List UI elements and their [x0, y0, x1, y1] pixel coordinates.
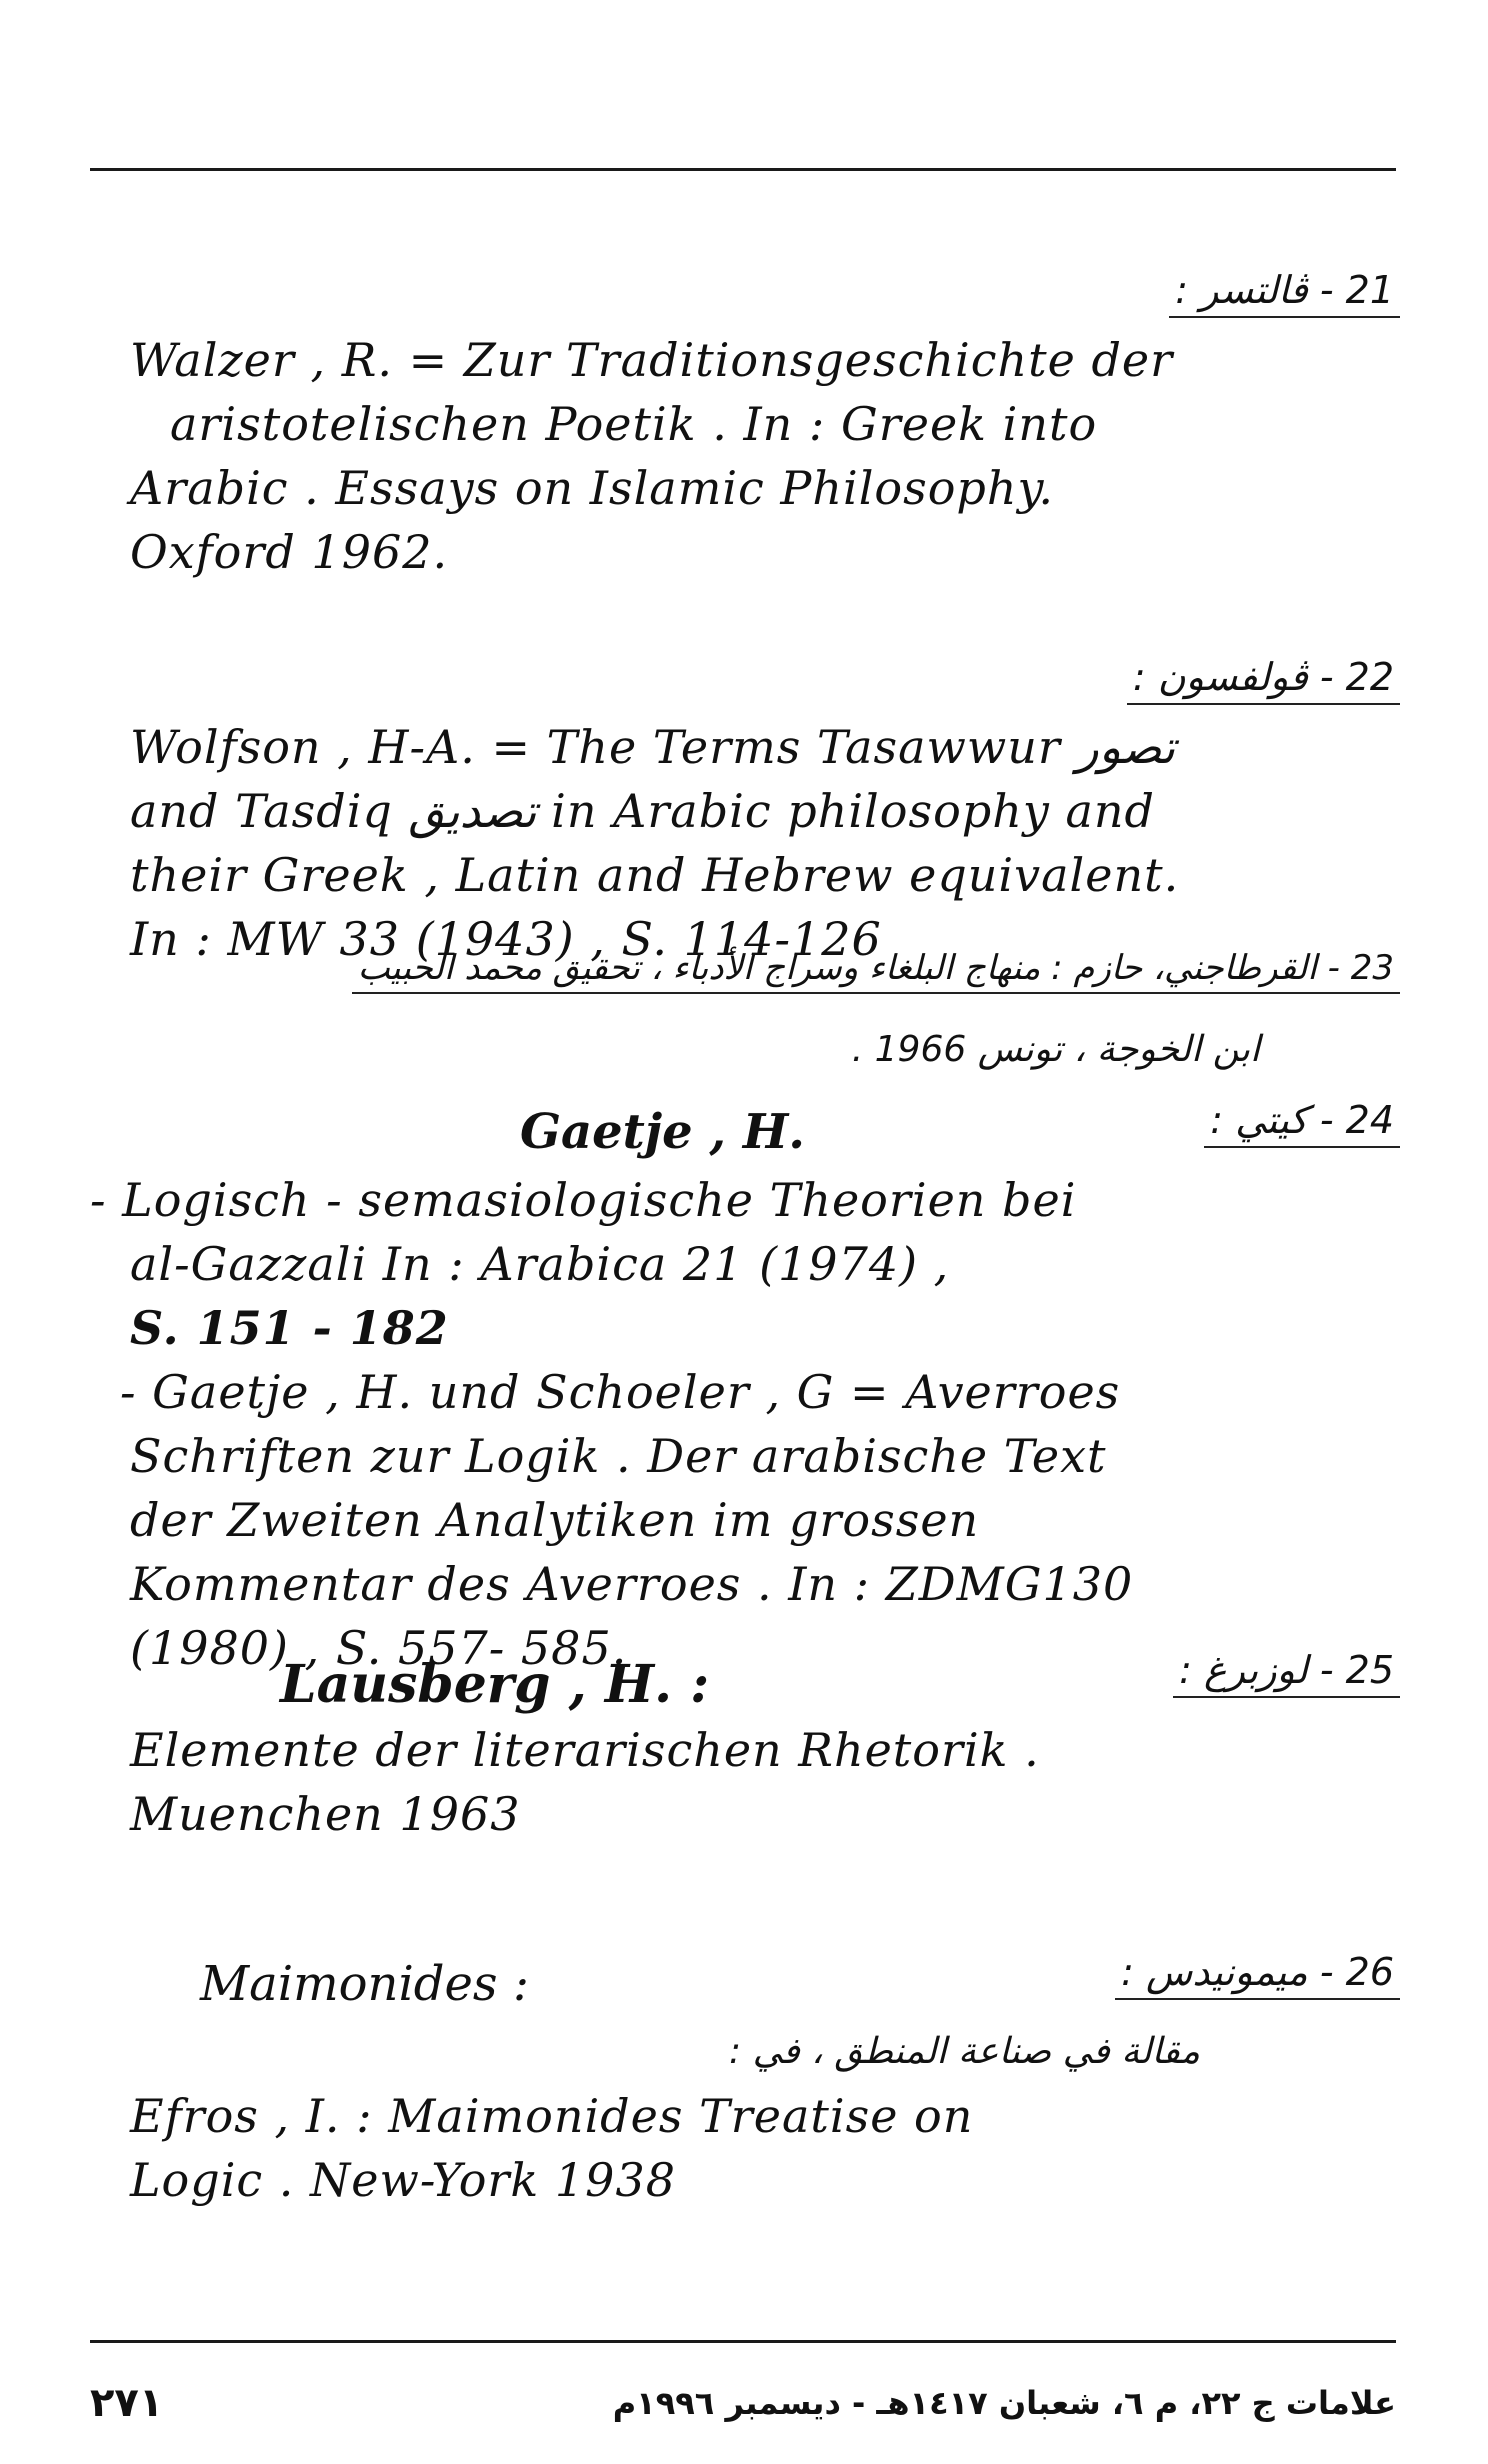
- top-rule: [90, 168, 1396, 171]
- entry-line: Muenchen 1963: [130, 1787, 521, 1841]
- entry-author-name: Gaetje , H.: [520, 1104, 805, 1160]
- bibliography-entry-21: [130, 268, 1400, 584]
- entry-line: In : MW 33 (1943) , S. 114-126: [130, 912, 882, 966]
- entry-heading: [10, 948, 1400, 1018]
- entry-line: - Gaetje , H. und Schoeler , G = Averroes: [120, 1365, 1121, 1419]
- entry-line: Efros , I. : Maimonides Treatise on: [130, 2089, 974, 2143]
- entry-heading: [130, 1950, 1400, 2020]
- bibliography-entry-24: [90, 1098, 1400, 1680]
- entry-line: al-Gazzali In : Arabica 21 (1974) ,: [130, 1237, 950, 1291]
- entry-line: Wolfson , H-A. = The Terms Tasawwur تصور: [130, 720, 1176, 774]
- entry-arabic-title: 23 - القرطاجني، حازم : منهاج البلغاء وسراج الأدباء ، تحقيق محمد الحبيب: [352, 948, 1400, 994]
- entry-line: (1980) , S. 557- 585.: [130, 1621, 628, 1675]
- page-number: ٢٧١: [90, 2380, 164, 2426]
- entry-line: Elemente der literarischen Rhetorik .: [130, 1723, 1040, 1777]
- entry-arabic-title: 26 - ميمونيدس :: [1115, 1950, 1400, 2000]
- entry-line: Schriften zur Logik . Der arabische Text: [130, 1429, 1107, 1483]
- entry-heading: [130, 655, 1400, 715]
- entry-line: S. 151 - 182: [130, 1301, 449, 1355]
- entry-arabic-title: 22 - ڤولفسون :: [1127, 655, 1400, 705]
- entry-heading: [130, 268, 1400, 328]
- entry-arabic-title: 24 - كيتي :: [1204, 1098, 1400, 1148]
- entry-line: der Zweiten Analytiken im grossen: [130, 1493, 980, 1547]
- bibliography-entry-25: [130, 1648, 1400, 1846]
- entry-line: aristotelischen Poetik . In : Greek into: [170, 397, 1098, 451]
- page-footer: [90, 2380, 1396, 2440]
- entry-heading: [130, 1648, 1400, 1718]
- bibliography-entry-23: [10, 948, 1400, 1082]
- bibliography-entry-22: [130, 655, 1400, 971]
- entry-line: and Tasdiq تصديق in Arabic philosophy and: [130, 784, 1155, 838]
- bibliography-entry-26: [130, 1950, 1400, 2212]
- entry-line: Logic . New-York 1938: [130, 2153, 676, 2207]
- bottom-rule: [90, 2340, 1396, 2343]
- entry-heading: [130, 1098, 1400, 1168]
- entry-line: Kommentar des Averroes . In : ZDMG130: [130, 1557, 1134, 1611]
- entry-line: their Greek , Latin and Hebrew equivalent.: [130, 848, 1180, 902]
- entry-line: Arabic . Essays on Islamic Philosophy.: [130, 461, 1054, 515]
- entry-author-name: Lausberg , H. :: [280, 1654, 710, 1715]
- entry-arabic-title: 25 - لوزبرغ :: [1173, 1648, 1400, 1698]
- entry-line: - Logisch - semasiologische Theorien bei: [90, 1173, 1077, 1227]
- entry-line: ابن الخوجة ، تونس 1966 .: [851, 1029, 1260, 1070]
- entry-line: مقالة في صناعة المنطق ، في :: [729, 2031, 1200, 2072]
- journal-citation: علامات ج ٢٢، م ٦، شعبان ١٤١٧هـ - ديسمبر ١٩٩٦م: [612, 2384, 1396, 2422]
- entry-line: Walzer , R. = Zur Traditionsgeschichte der: [130, 333, 1174, 387]
- entry-author-name: Maimonides :: [200, 1956, 529, 2012]
- entry-arabic-title: 21 - ڤالتسر :: [1169, 268, 1400, 318]
- entry-line: Oxford 1962.: [130, 525, 449, 579]
